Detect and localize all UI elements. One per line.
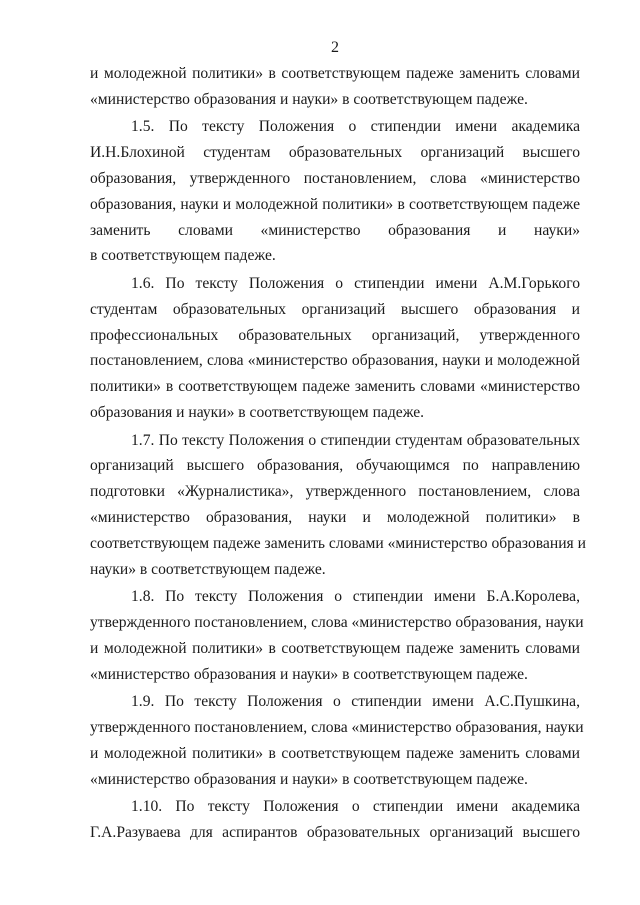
paragraph-1-10 (90, 794, 580, 846)
text-line: профессиональных образовательных организаций, утвержденного (90, 326, 580, 344)
text-line: и молодежной политики» в соответствующем падеже заменить словами (90, 744, 580, 762)
text-line: 1.7. По тексту Положения о стипендии студентам образовательных (131, 431, 580, 449)
text-line: организаций высшего образования, обучающимся по направлению (90, 457, 580, 475)
text-line: образования, науки и молодежной политики» в соответствующем падеже (90, 195, 580, 213)
text-line: 1.10. По тексту Положения о стипендии имени академика (131, 798, 580, 816)
document-body (90, 61, 586, 846)
text-line: 1.5. По тексту Положения о стипендии имени академика (131, 118, 580, 136)
text-line: образования и науки» в соответствующем падеже. (90, 403, 425, 421)
text-line: науки» в соответствующем падеже. (90, 560, 326, 578)
text-line: утвержденного постановлением, слова «министерство образования, науки (90, 718, 584, 736)
text-line: «министерство образования и науки» в соответствующем падеже. (90, 90, 528, 108)
text-line: подготовки «Журналистика», утвержденного постановлением, слова (90, 483, 580, 501)
text-line: и молодежной политики» в соответствующем падеже заменить словами (90, 65, 580, 82)
text-line: 1.8. По тексту Положения о стипендии имени Б.А.Королева, (131, 588, 580, 606)
paragraph-1-7 (90, 428, 586, 583)
text-line: И.Н.Блохиной студентам образовательных организаций высшего (90, 144, 580, 162)
paragraph-1-8 (90, 584, 584, 687)
paragraph-1-4-cont (90, 61, 580, 113)
text-line: «министерство образования, науки и молодежной политики» в (90, 508, 580, 526)
text-line: соответствующем падеже заменить словами «министерство образования и (90, 534, 586, 552)
text-line: постановлением, слова «министерство образования, науки и молодежной (90, 352, 580, 370)
text-line: студентам образовательных организаций высшего образования и (90, 300, 580, 318)
text-line: 1.6. По тексту Положения о стипендии имени А.М.Горького (131, 274, 580, 292)
paragraph-1-6 (90, 271, 580, 426)
text-line: заменить словами «министерство образования и науки» (90, 221, 580, 239)
text-line: «министерство образования и науки» в соответствующем падеже. (90, 665, 528, 683)
text-line: «министерство образования и науки» в соответствующем падеже. (90, 770, 528, 788)
text-line: Г.А.Разуваева для аспирантов образовательных организаций высшего (90, 823, 580, 841)
paragraph-1-9 (90, 689, 584, 792)
text-line: утвержденного постановлением, слова «министерство образования, науки (90, 613, 584, 631)
text-line: образования, утвержденного постановлением, слова «министерство (90, 169, 580, 187)
text-line: и молодежной политики» в соответствующем падеже заменить словами (90, 639, 580, 657)
paragraph-1-5 (90, 114, 580, 269)
page-number: 2 (331, 39, 339, 56)
text-line: 1.9. По тексту Положения о стипендии имени А.С.Пушкина, (131, 693, 580, 711)
text-line: в соответствующем падеже. (90, 247, 276, 265)
document-page (90, 0, 586, 905)
text-line: политики» в соответствующем падеже заменить словами «министерство (90, 378, 580, 396)
